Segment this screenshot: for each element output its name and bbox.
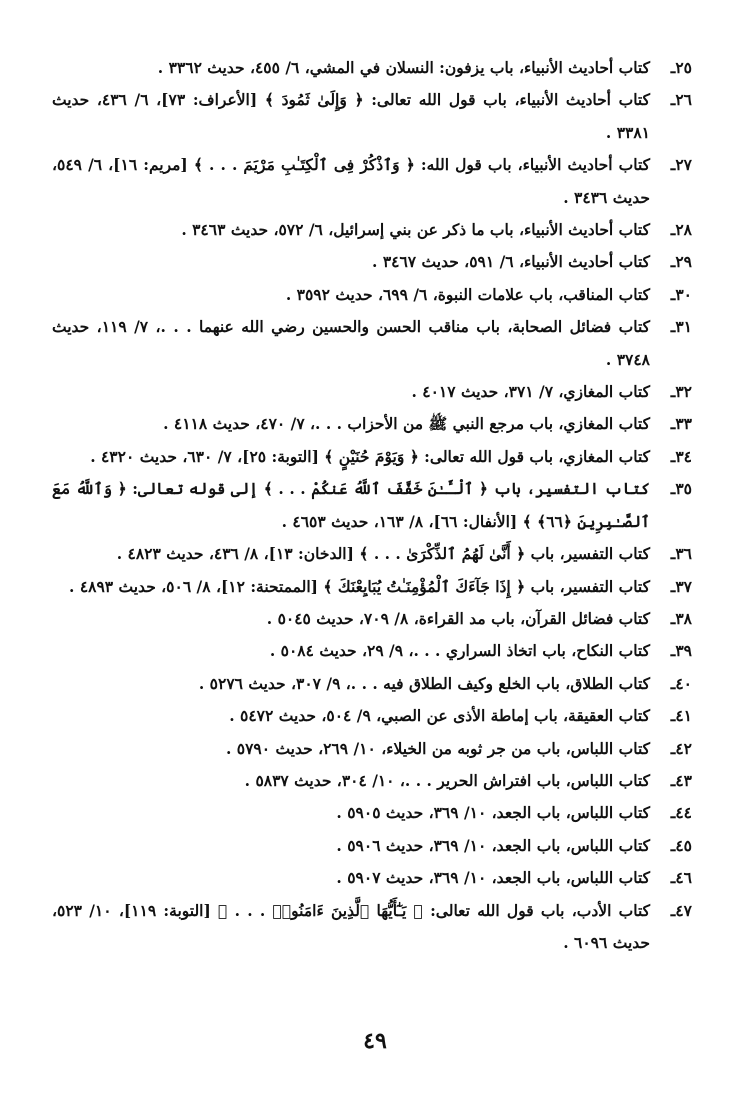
entry-text: كتاب التفسير، باب ﴿ ٱلْـَٔـٰنَ خَفَّفَ ٱللَّهُ عَنكُمْ . . . ﴾ إلى قوله تعالى: ﴿ وَٱللَّهُ مَعَ ٱلصَّـٰبِرِينَ ﴿٦٦﴾ ﴾ [الأنفال: ٦٦]، ٨/ ١٦٣، حديث ٤٦٥٣ .: [52, 479, 650, 531]
entry-number: ٣٠ـ: [670, 284, 692, 304]
entry-text: كتاب أحاديث الأنبياء، باب يزفون: النسلان في المشي، ٦/ ٤٥٥، حديث ٣٣٦٢ .: [157, 58, 650, 77]
reference-entry: [52, 538, 692, 570]
entry-number: ٣١ـ: [670, 317, 692, 337]
entry-number: ٣٩ـ: [670, 641, 692, 661]
reference-entry: [52, 311, 692, 376]
page-number: ٤٩: [363, 1028, 387, 1054]
reference-entry: [52, 571, 692, 603]
entry-text: كتاب المغازي، ٧/ ٣٧١، حديث ٤٠١٧ .: [411, 382, 650, 402]
reference-entry: [52, 862, 692, 894]
entry-number: ٢٨ـ: [670, 220, 692, 240]
entry-number: ٤٦ـ: [670, 868, 692, 888]
entry-number: ٣٤ـ: [670, 446, 692, 466]
entry-text: كتاب اللباس، باب الجعد، ١٠/ ٣٦٩، حديث ٥٩٠٧ .: [336, 868, 650, 888]
entry-number: ٤٤ـ: [670, 803, 692, 823]
entry-number: ٣٢ـ: [670, 382, 692, 402]
reference-entry: [52, 441, 692, 473]
reference-entry: [52, 376, 692, 408]
entry-number: ٢٧ـ: [670, 155, 692, 175]
entry-text: كتاب المناقب، باب علامات النبوة، ٦/ ٦٩٩، حديث ٣٥٩٢ .: [285, 284, 650, 304]
entry-text: كتاب فضائل الصحابة، باب مناقب الحسن والحسين رضي الله عنهما . . .، ٧/ ١١٩، حديث ٣٧٤٨ .: [52, 317, 651, 369]
entry-number: ٣٦ـ: [670, 544, 692, 564]
entry-text: كتاب النكاح، باب اتخاذ السراري . . .، ٩/ ٢٩، حديث ٥٠٨٤ .: [269, 641, 650, 661]
entry-text: كتاب أحاديث الأنبياء، باب ما ذكر عن بني إسرائيل، ٦/ ٥٧٢، حديث ٣٤٦٣ .: [181, 220, 650, 240]
reference-entry: [52, 408, 692, 440]
entry-text: كتاب الطلاق، باب الخلع وكيف الطلاق فيه . . .، ٩/ ٣٠٧، حديث ٥٢٧٦ .: [198, 673, 650, 693]
entry-text: كتاب التفسير، باب ﴿ أَنَّىٰ لَهُمُ ٱلذِّكْرَىٰ . . . ﴾ [الدخان: ١٣]، ٨/ ٤٣٦، حديث ٤٨٢٣ .: [116, 544, 650, 564]
reference-entry: [52, 765, 692, 797]
reference-entry: [52, 635, 692, 667]
reference-entry: [52, 84, 692, 149]
entry-text: كتاب فضائل القرآن، باب مد القراءة، ٨/ ٧٠٩، حديث ٥٠٤٥ .: [266, 608, 650, 628]
entry-text: كتاب العقيقة، باب إماطة الأذى عن الصبي، ٩/ ٥٠٤، حديث ٥٤٧٢ .: [229, 706, 650, 726]
entry-number: ٤٠ـ: [670, 673, 692, 693]
entry-number: ٤٣ـ: [670, 770, 692, 790]
entry-number: ٣٧ـ: [670, 576, 692, 596]
entry-text: كتاب التفسير، باب ﴿ إِذَا جَآءَكَ ٱلْمُؤْمِنَـٰتُ يُبَايِعْنَكَ ﴾ [الممتحنة: ١٢]، ٨/ ٥٠٦، حديث ٤٨٩٣ .: [69, 576, 650, 596]
entry-number: ٣٥ـ: [670, 479, 692, 499]
entry-number: ٣٣ـ: [670, 414, 692, 434]
reference-entry: [52, 700, 692, 732]
reference-entry: [52, 733, 692, 765]
entry-number: ٤٥ـ: [670, 835, 692, 855]
entry-text: كتاب المغازي، باب قول الله تعالى: ﴿ وَيَوْمَ حُنَيْنٍ ﴾ [التوبة: ٢٥]، ٧/ ٦٣٠، حديث ٤٣٢٠ .: [90, 446, 650, 466]
entry-text: كتاب أحاديث الأنبياء، باب قول الله: ﴿ وَٱذْكُرْ فِى ٱلْكِتَـٰبِ مَرْيَمَ . . . ﴾ [مريم: ١٦]، ٦/ ٥٤٩، حديث ٣٤٣٦ .: [52, 155, 651, 207]
reference-entry: [52, 603, 692, 635]
reference-entry: [52, 830, 692, 862]
entry-text: كتاب المغازي، باب مرجع النبي ﷺ من الأحزاب . . .، ٧/ ٤٧٠، حديث ٤١١٨ .: [163, 414, 650, 434]
reference-entry: [52, 797, 692, 829]
entry-text: كتاب اللباس، باب من جر ثوبه من الخيلاء، ١٠/ ٢٦٩، حديث ٥٧٩٠ .: [225, 738, 650, 758]
reference-list: [52, 52, 692, 959]
entry-text: كتاب أحاديث الأنبياء، ٦/ ٥٩١، حديث ٣٤٦٧ .: [372, 252, 650, 272]
entry-text: كتاب اللباس، باب افتراش الحرير . . .، ١٠/ ٣٠٤، حديث ٥٨٣٧ .: [244, 770, 650, 790]
entry-number: ٤٢ـ: [670, 738, 692, 758]
entry-text: كتاب اللباس، باب الجعد، ١٠/ ٣٦٩، حديث ٥٩٠٦ .: [336, 835, 650, 855]
entry-text: كتاب اللباس، باب الجعد، ١٠/ ٣٦٩، حديث ٥٩٠٥ .: [336, 803, 650, 823]
entry-number: ٤٧ـ: [670, 900, 692, 920]
entry-number: ٢٥ـ: [670, 58, 692, 77]
reference-entry: [52, 895, 692, 960]
reference-entry: [52, 52, 692, 84]
entry-text: كتاب أحاديث الأنبياء، باب قول الله تعالى: ﴿ وَإِلَىٰ ثَمُودَ ﴾ [الأعراف: ٧٣]، ٦/ ٤٣٦، حديث ٣٣٨١ .: [52, 90, 650, 142]
reference-entry: [52, 214, 692, 246]
entry-number: ٣٨ـ: [670, 608, 692, 628]
entry-text: كتاب الأدب، باب قول الله تعالى: ﴿ يَـٰٓأَيُّهَا ٱلَّذِينَ ءَامَنُوا۟ . . . ﴾ [التوبة: ١١٩]، ١٠/ ٥٢٣، حديث ٦٠٩٦ .: [52, 900, 651, 952]
entry-number: ٤١ـ: [670, 706, 692, 726]
reference-entry: [52, 279, 692, 311]
reference-entry: [52, 668, 692, 700]
reference-entry: [52, 246, 692, 278]
entry-number: ٢٩ـ: [670, 252, 692, 272]
entry-number: ٢٦ـ: [670, 90, 692, 110]
reference-entry: [52, 473, 692, 538]
reference-entry: [52, 149, 692, 214]
